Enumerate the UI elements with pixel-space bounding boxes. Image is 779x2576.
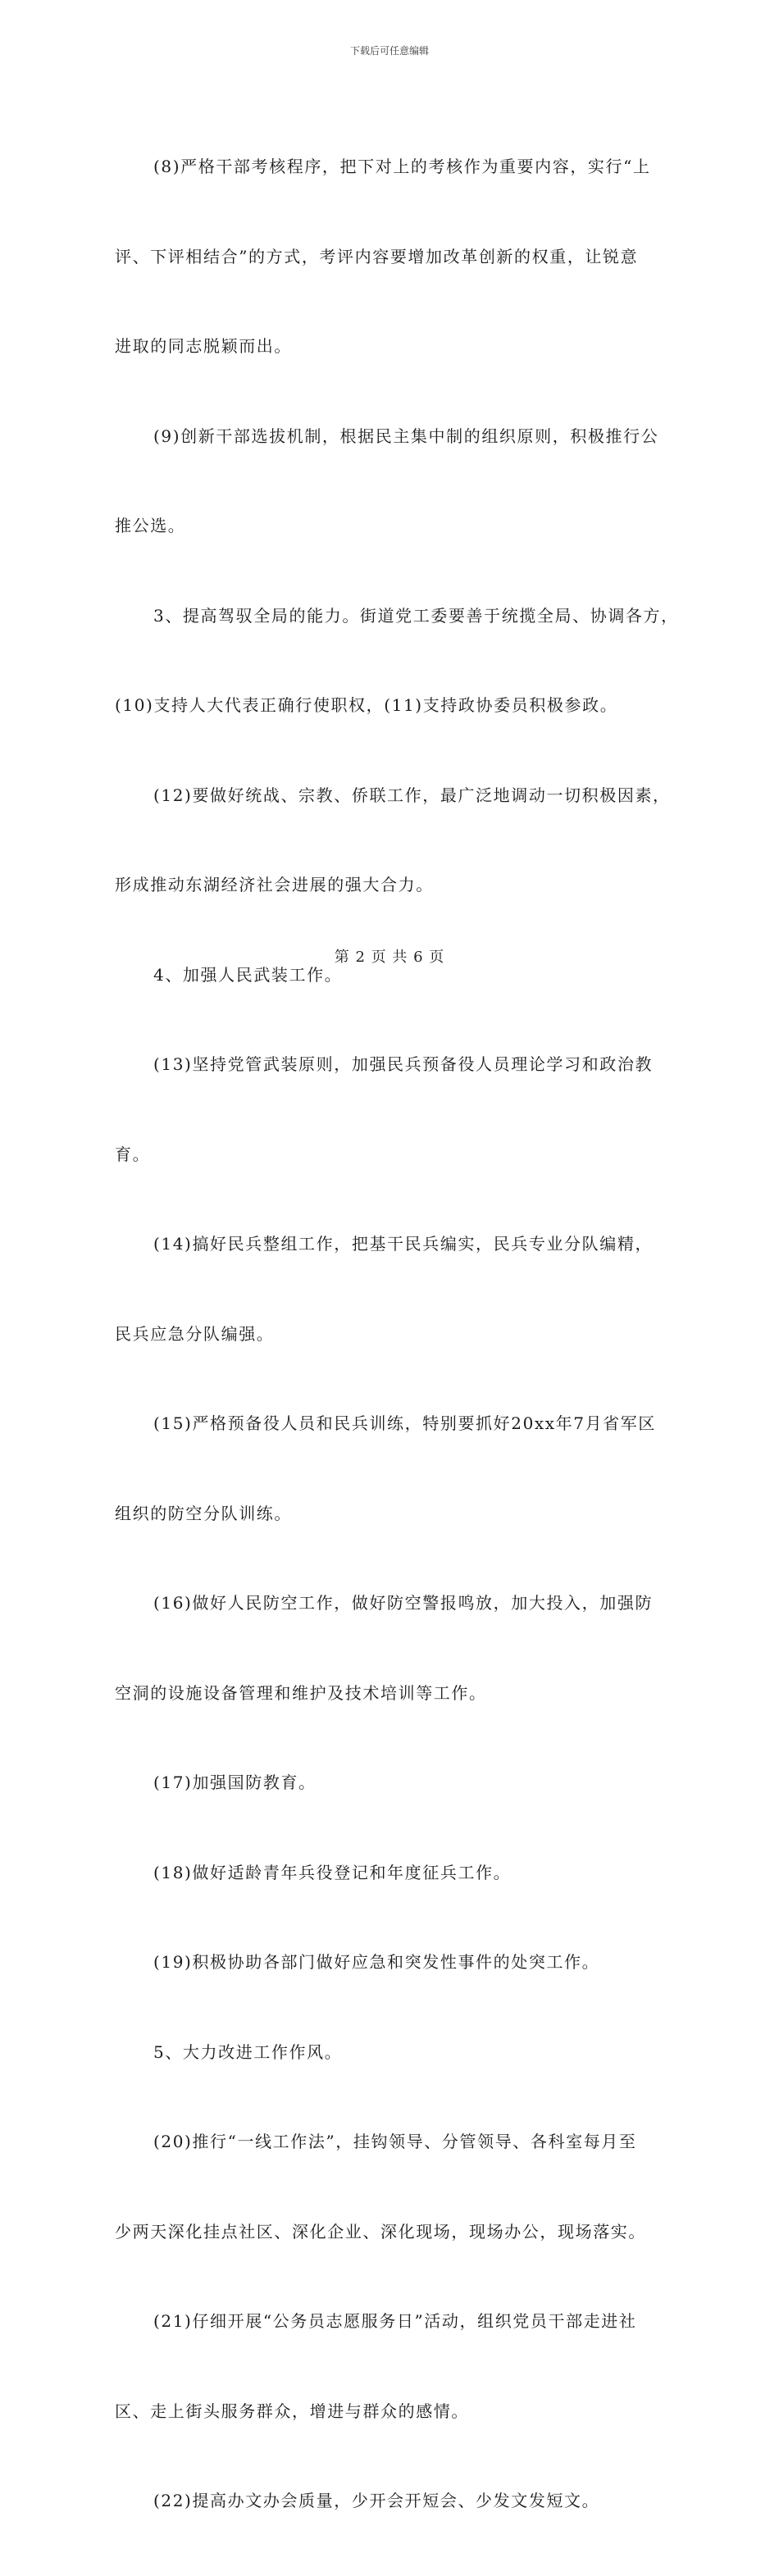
header-note: 下载后可任意编辑 <box>349 45 429 57</box>
text-line: 进取的同志脱颖而出。 <box>115 336 292 356</box>
text-line: (9)创新干部选拔机制，根据民主集中制的组织原则，积极推行公 <box>153 426 659 446</box>
text-line: 4、加强人民武装工作。 <box>153 964 343 985</box>
text-line: (16)做好人民防空工作，做好防空警报鸣放，加大投入，加强防 <box>153 1593 654 1613</box>
text-line: 区、走上街头服务群众，增进与群众的感情。 <box>115 2401 469 2421</box>
text-line: 评、下评相结合”的方式，考评内容要增加改革创新的权重，让锐意 <box>115 246 639 266</box>
body-text <box>115 92 681 2576</box>
text-line: 推公选。 <box>115 516 186 535</box>
text-line: (17)加强国防教育。 <box>153 1773 317 1792</box>
text-line: (19)积极协助各部门做好应急和突发性事件的处突工作。 <box>153 1952 600 1972</box>
text-line: 组织的防空分队训练。 <box>115 1503 292 1523</box>
page-number: 第 2 页 共 6 页 <box>334 949 445 966</box>
text-line: 5、大力改进工作作风。 <box>153 2041 343 2062</box>
text-line: 育。 <box>115 1144 151 1164</box>
document-body <box>115 92 681 2576</box>
text-line: (22)提高办文办会质量，少开会开短会、少发文发短文。 <box>153 2491 600 2510</box>
text-line: 少两天深化挂点社区、深化企业、深化现场，现场办公，现场落实。 <box>115 2221 646 2241</box>
text-line: (14)搞好民兵整组工作，把基干民兵编实，民兵专业分队编精， <box>153 1234 654 1254</box>
text-line: (8)严格干部考核程序，把下对上的考核作为重要内容，实行“上 <box>153 157 651 176</box>
text-line: 空洞的设施设备管理和维护及技术培训等工作。 <box>115 1682 487 1703</box>
text-line: (13)坚持党管武装原则，加强民兵预备役人员理论学习和政治教 <box>153 1054 654 1074</box>
text-line: 形成推动东湖经济社会进展的强大合力。 <box>115 875 434 894</box>
text-line: (20)推行“一线工作法”，挂钩领导、分管领导、各科室每月至 <box>153 2132 637 2151</box>
text-line: (18)做好适龄青年兵役登记和年度征兵工作。 <box>153 1862 512 1882</box>
text-line: (15)严格预备役人员和民兵训练，特别要抓好20xx年7月省军区 <box>153 1413 656 1433</box>
text-line: (10)支持人大代表正确行使职权，(11)支持政协委员积极参政。 <box>115 695 618 715</box>
text-line: 3、提高驾驭全局的能力。街道党工委要善于统揽全局、协调各方， <box>153 605 679 626</box>
text-line: (21)仔细开展“公务员志愿服务日”活动，组织党员干部走进社 <box>153 2311 637 2331</box>
text-line: 民兵应急分队编强。 <box>115 1323 275 1344</box>
text-line: (12)要做好统战、宗教、侨联工作，最广泛地调动一切积极因素， <box>153 785 671 805</box>
